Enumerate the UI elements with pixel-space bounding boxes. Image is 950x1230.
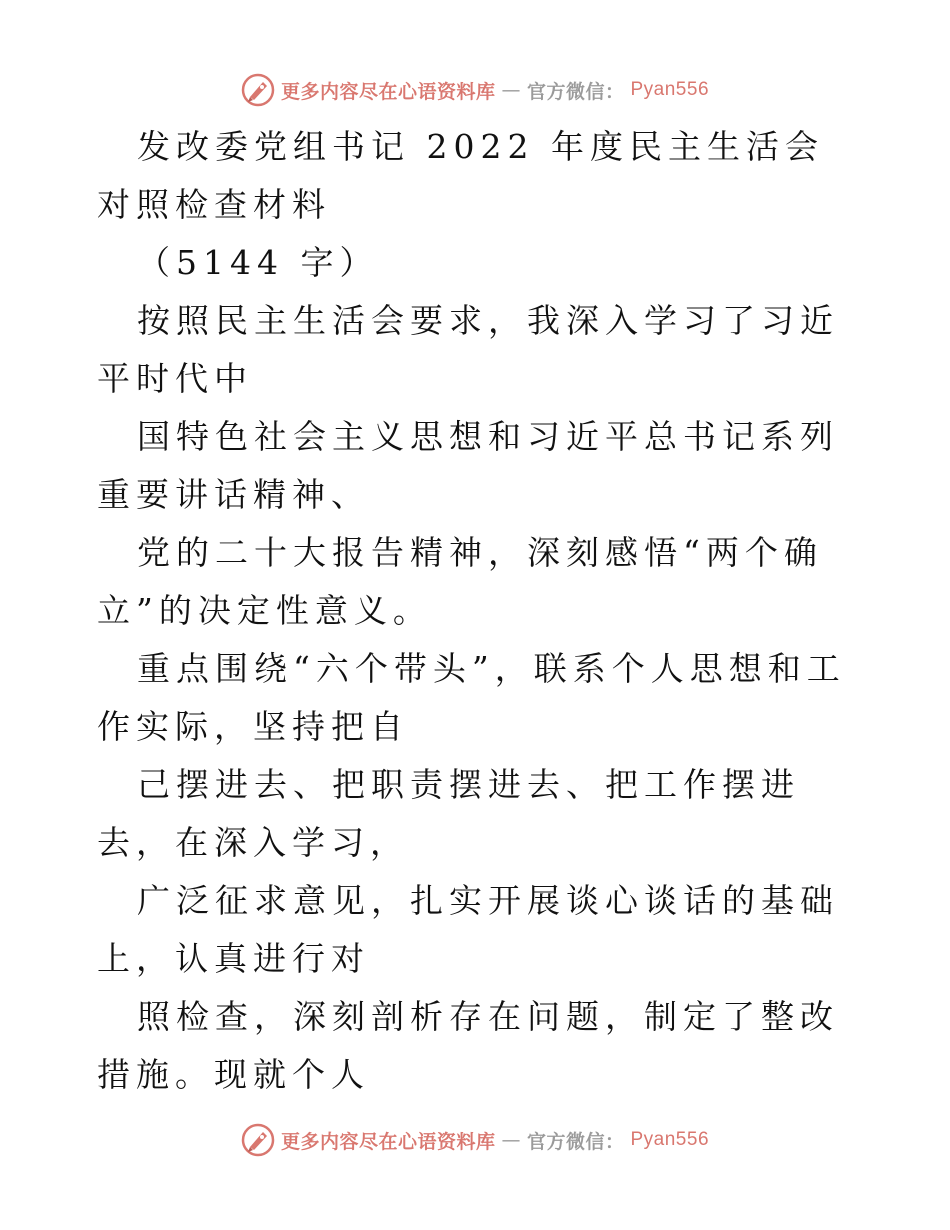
document-title: 发改委党组书记 2022 年度民主生活会对照检查材料 xyxy=(97,127,824,224)
body-line: 国特色社会主义思想和习近平总书记系列重要讲话精神、 xyxy=(97,417,839,514)
body-line: 广泛征求意见，扎实开展谈心谈话的基础上，认真进行对 xyxy=(97,881,839,978)
watermark-brand: 更多内容尽在心语资料库 xyxy=(280,80,496,103)
watermark-id: Pyan556 xyxy=(630,1129,710,1150)
watermark-id: Pyan556 xyxy=(630,79,710,100)
body-line: 按照民主生活会要求，我深入学习了习近平时代中 xyxy=(97,301,839,398)
header-watermark xyxy=(0,70,950,110)
watermark-separator: — xyxy=(501,79,521,101)
watermark-separator: — xyxy=(501,1129,521,1151)
watermark-label: 官方微信： xyxy=(526,80,625,103)
footer-watermark xyxy=(0,1120,950,1160)
watermark-label: 官方微信： xyxy=(526,1130,625,1153)
body-line: 党的二十大报告精神，深刻感悟“两个确立”的决定性意义。 xyxy=(97,533,823,630)
body-line: 重点围绕“六个带头”，联系个人思想和工作实际，坚持把自 xyxy=(97,649,846,746)
watermark-brand: 更多内容尽在心语资料库 xyxy=(280,1130,496,1153)
word-count: （5144 字） xyxy=(137,243,379,282)
document-body xyxy=(97,118,857,1104)
pen-logo-icon xyxy=(241,73,275,107)
body-line: 己摆进去、把职责摆进去、把工作摆进去，在深入学习， xyxy=(97,765,800,862)
body-line: 照检查，深刻剖析存在问题，制定了整改措施。现就个人 xyxy=(97,997,839,1094)
pen-logo-icon xyxy=(241,1123,275,1157)
